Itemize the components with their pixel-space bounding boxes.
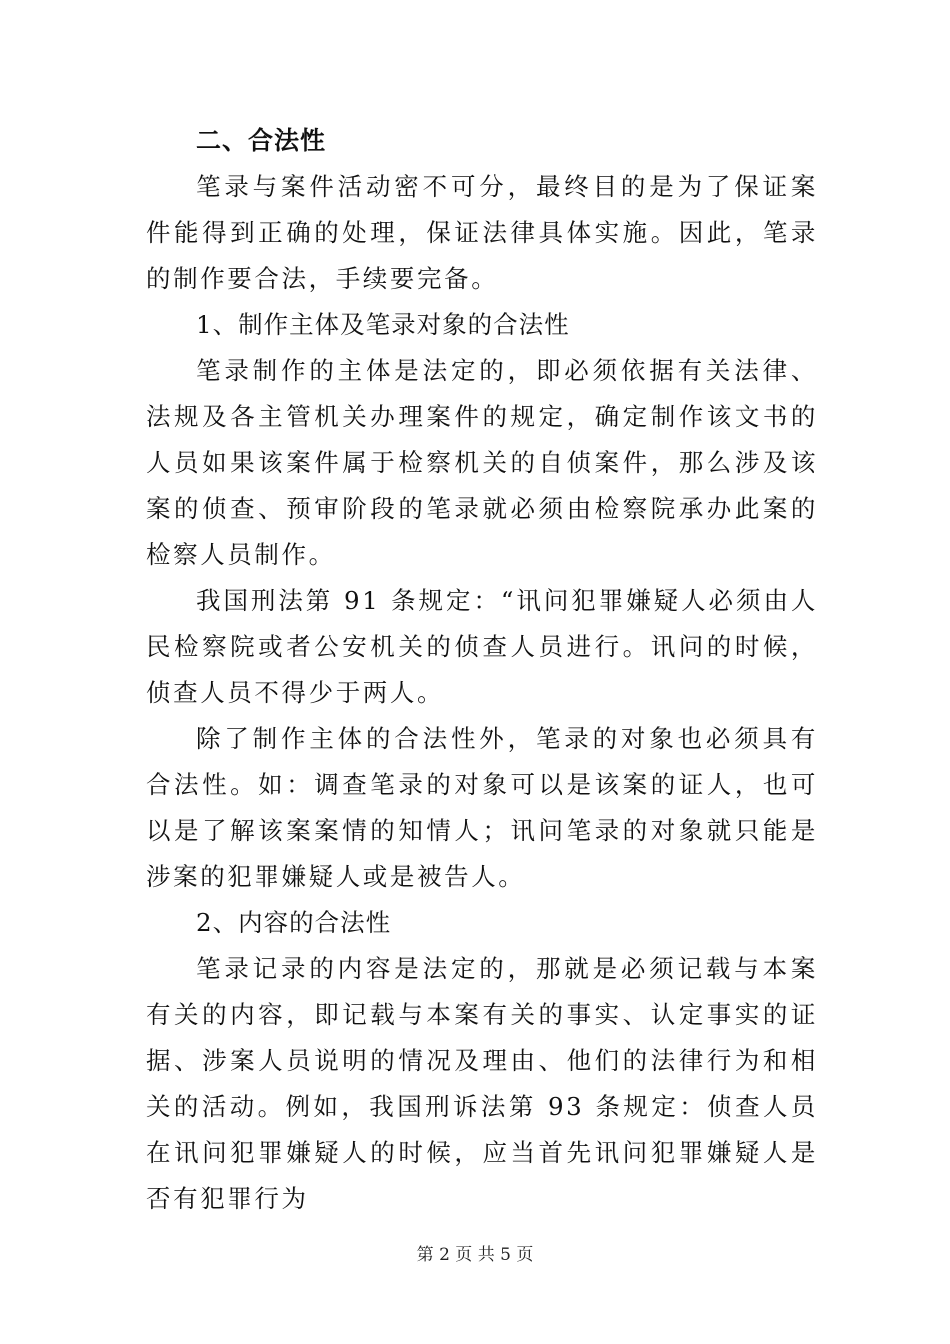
paragraph-criminal-law-91: 我国刑法第 91 条规定：“讯问犯罪嫌疑人必须由人民检察院或者公安机关的侦查人员进行。讯问的时候，侦查人员不得少于两人。 [146,586,818,707]
document-body [146,118,818,1222]
paragraph-object: 除了制作主体的合法性外，笔录的对象也必须具有合法性。如：调查笔录的对象可以是该案的证人，也可以是了解该案案情的知情人；讯问笔录的对象就只能是涉案的犯罪嫌疑人或是被告人。 [146,724,818,891]
page-number-footer: 第 2 页 共 5 页 [416,1245,534,1265]
section-heading: 二、合法性 [196,126,327,155]
subheading-subject-legality: 1、制作主体及笔录对象的合法性 [196,310,570,339]
paragraph-content: 笔录记录的内容是法定的，那就是必须记载与本案有关的内容，即记载与本案有关的事实、认定事实的证据、涉案人员说明的情况及理由、他们的法律行为和相关的活动。例如，我国刑诉法第 93 条规定：侦查人员在讯问犯罪嫌疑人的时候，应当首先讯问犯罪嫌疑人是否有犯罪行为 [146,954,818,1213]
paragraph-subject: 笔录制作的主体是法定的，即必须依据有关法律、法规及各主管机关办理案件的规定，确定制作该文书的人员如果该案件属于检察机关的自侦案件，那么涉及该案的侦查、预审阶段的笔录就必须由检察院承办此案的检察人员制作。 [146,356,818,569]
paragraph-intro: 笔录与案件活动密不可分，最终目的是为了保证案件能得到正确的处理，保证法律具体实施。因此，笔录的制作要合法，手续要完备。 [146,172,818,293]
subheading-content-legality: 2、内容的合法性 [196,908,392,937]
